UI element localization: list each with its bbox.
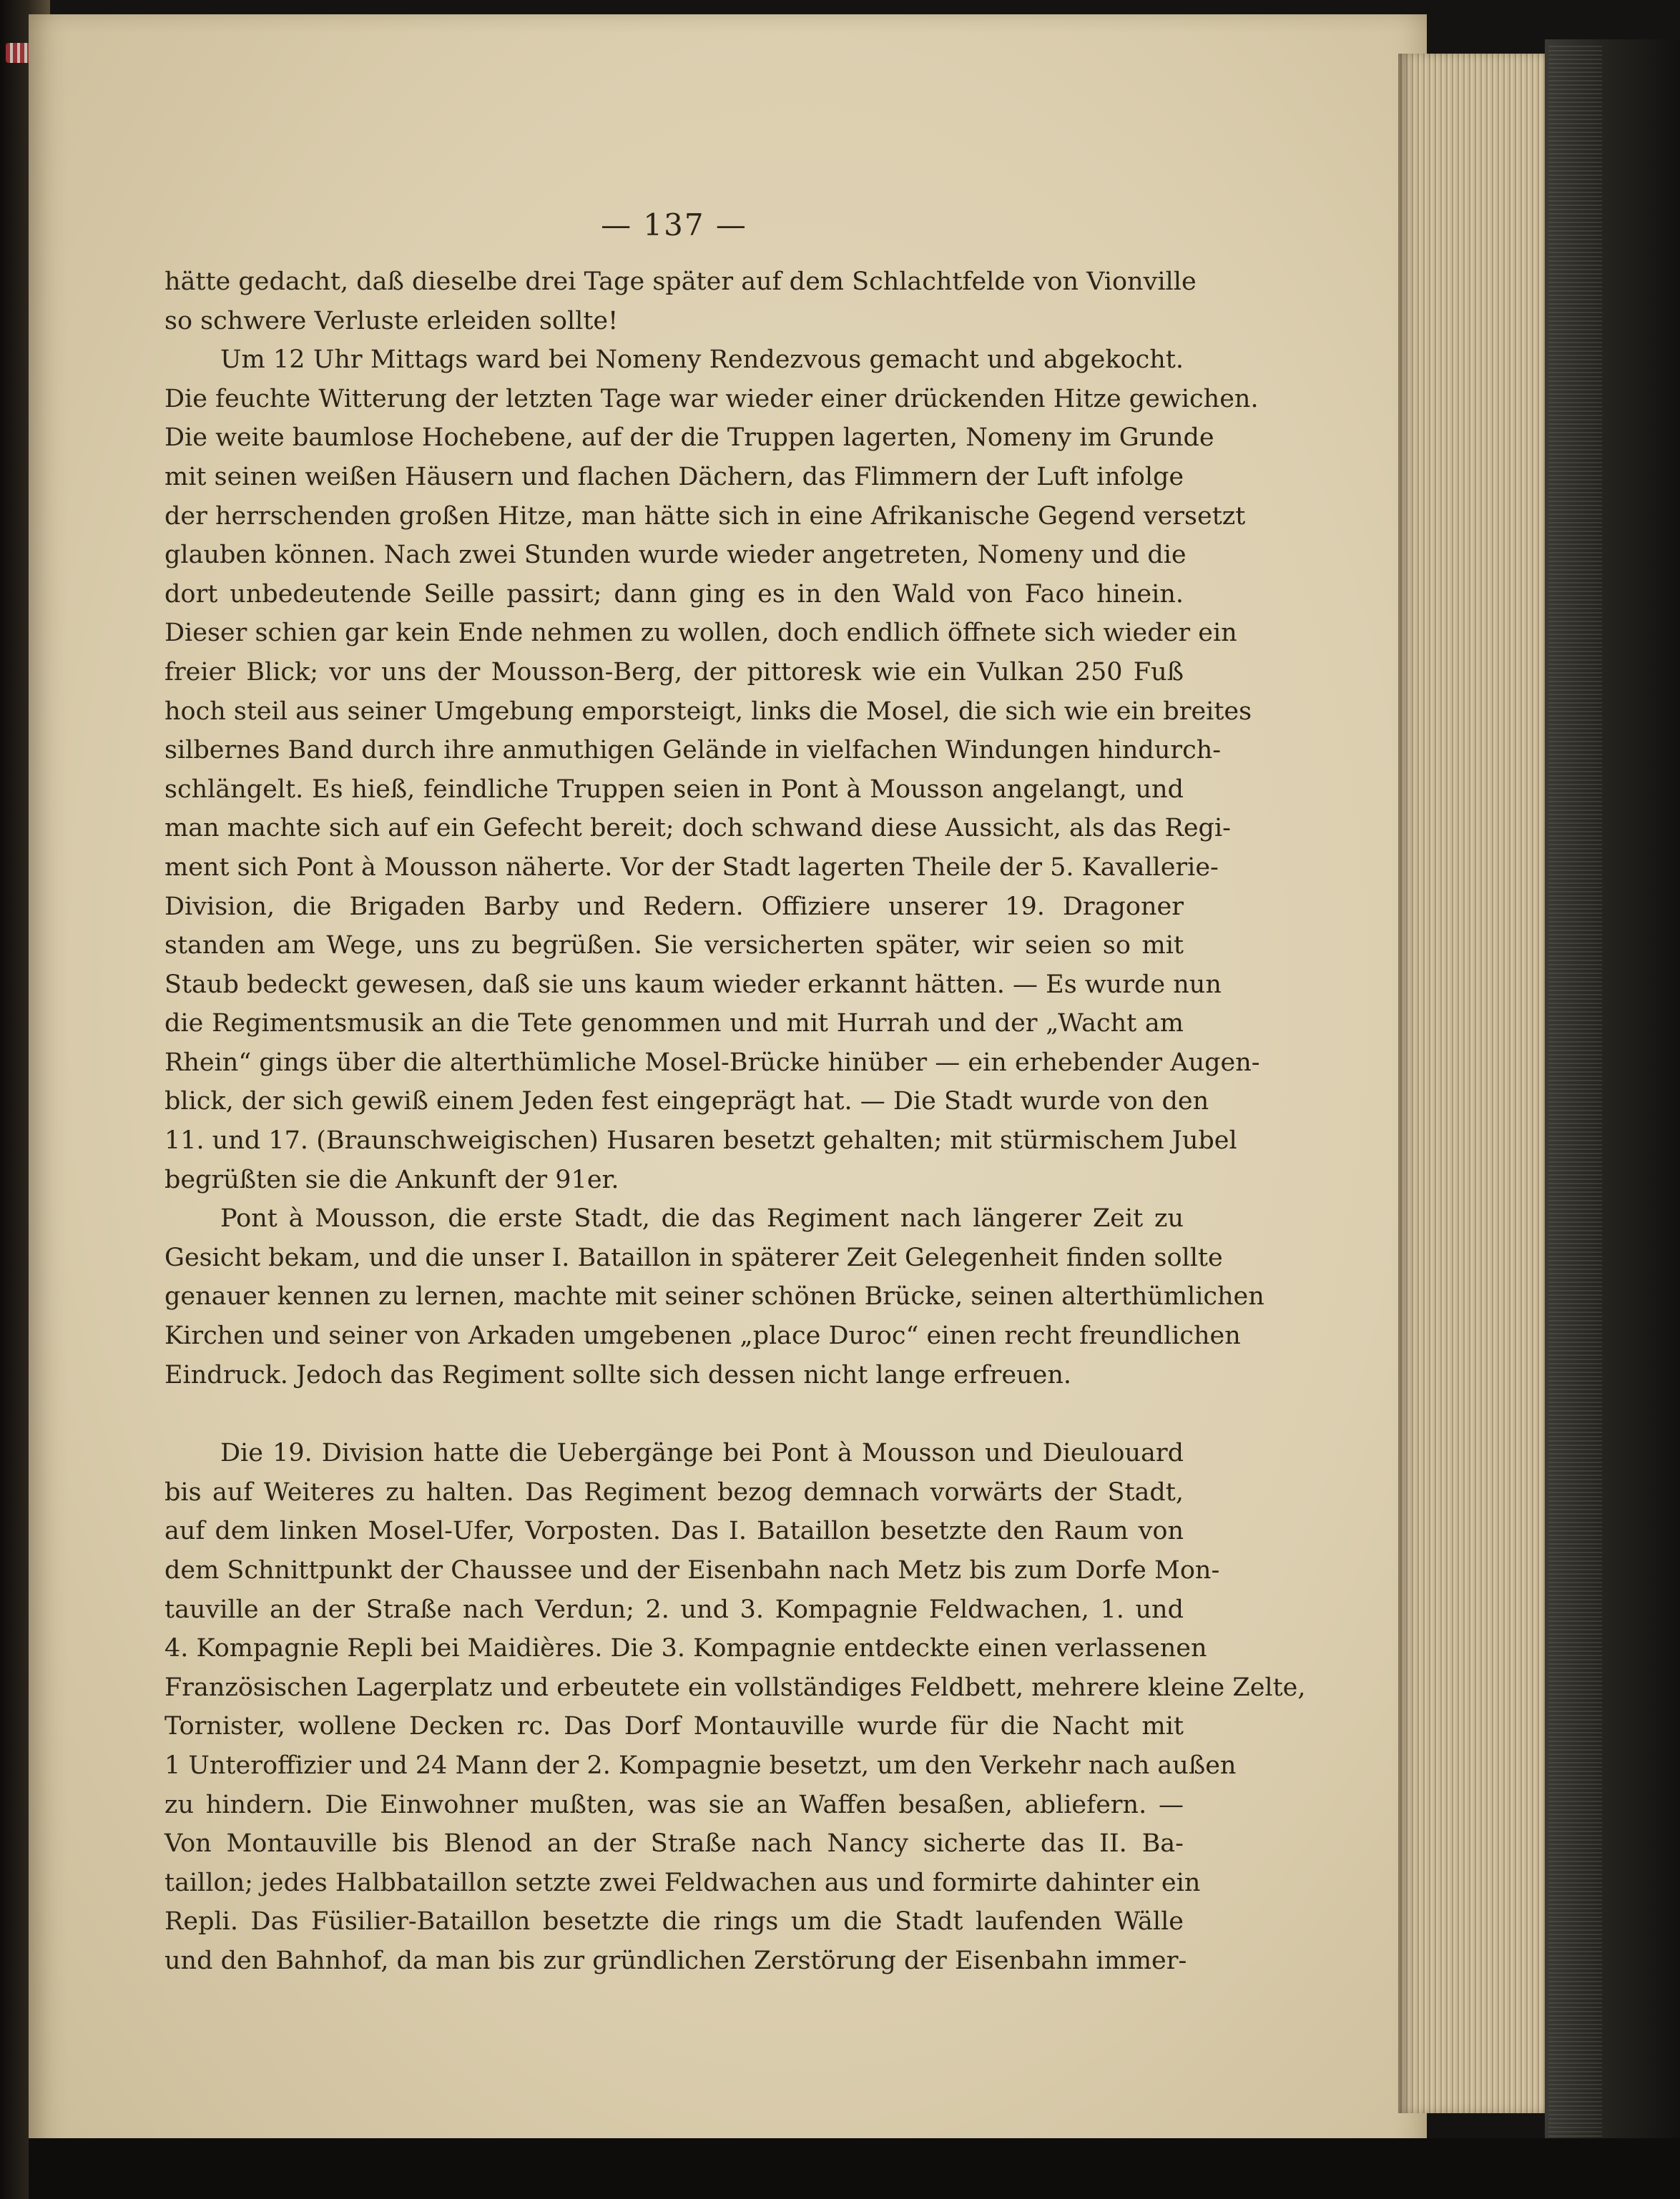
text-line: blick, der sich gewiß einem Jeden fest eingeprägt hat. — Die Stadt wurde von den xyxy=(164,1087,1209,1116)
text-line: auf dem linken Mosel-Ufer, Vorposten. Das I. Bataillon besetzte den Raum von xyxy=(164,1517,1184,1546)
text-line: freier Blick; vor uns der Mousson-Berg, der pittoresk wie ein Vulkan 250 Fuß xyxy=(164,657,1184,687)
text-line: Die 19. Division hatte die Uebergänge bei Pont à Mousson und Dieulouard xyxy=(220,1439,1184,1468)
text-line: und den Bahnhof, da man bis zur gründlichen Zerstörung der Eisenbahn immer- xyxy=(164,1946,1187,1975)
text-line: Um 12 Uhr Mittags ward bei Nomeny Rendezvous gemacht und abgekocht. xyxy=(220,345,1184,375)
text-line: genauer kennen zu lernen, machte mit seiner schönen Brücke, seinen alterthümlichen xyxy=(164,1282,1264,1312)
text-line: dort unbedeutende Seille passirt; dann ging es in den Wald von Faco hinein. xyxy=(164,579,1184,609)
text-line: Die weite baumlose Hochebene, auf der die Truppen lagerten, Nomeny im Grunde xyxy=(164,423,1214,453)
page-text-block xyxy=(164,204,1306,1981)
text-line: Staub bedeckt gewesen, daß sie uns kaum wieder erkannt hätten. — Es wurde nun xyxy=(164,970,1222,999)
text-line: bis auf Weiteres zu halten. Das Regiment bezog demnach vorwärts der Stadt, xyxy=(164,1477,1184,1507)
text-line: Gesicht bekam, und die unser I. Bataillon in späterer Zeit Gelegenheit finden sollte xyxy=(164,1243,1223,1272)
paragraphs xyxy=(164,262,1306,1981)
text-line: dem Schnittpunkt der Chaussee und der Eisenbahn nach Metz bis zum Dorfe Mon- xyxy=(164,1556,1220,1585)
text-line: Kirchen und seiner von Arkaden umgebenen „place Duroc“ einen recht freundlichen xyxy=(164,1322,1241,1351)
page-block-edge xyxy=(1398,54,1552,2113)
text-line: Repli. Das Füsilier-Bataillon besetzte die rings um die Stadt laufenden Wälle xyxy=(164,1907,1184,1937)
text-line: taillon; jedes Halbbataillon setzte zwei Feldwachen aus und formirte dahinter ein xyxy=(164,1868,1201,1897)
text-line: Division, die Brigaden Barby und Redern. Offiziere unserer 19. Dragoner xyxy=(164,892,1184,921)
paragraph xyxy=(164,1199,1264,1394)
text-line: standen am Wege, uns zu begrüßen. Sie versicherten später, wir seien so mit xyxy=(164,931,1184,960)
text-line: Tornister, wollene Decken rc. Das Dorf Montauville wurde für die Nacht mit xyxy=(164,1712,1184,1741)
text-line: mit seinen weißen Häusern und flachen Dächern, das Flimmern der Luft infolge xyxy=(164,462,1184,491)
background-band xyxy=(29,2138,1680,2199)
text-line: hätte gedacht, daß dieselbe drei Tage später auf dem Schlachtfelde von Vionville xyxy=(164,267,1197,296)
text-line: hoch steil aus seiner Umgebung emporsteigt, links die Mosel, die sich wie ein breites xyxy=(164,697,1252,726)
paragraph xyxy=(164,1434,1306,1980)
text-line: silbernes Band durch ihre anmuthigen Gelände in vielfachen Windungen hindurch- xyxy=(164,736,1222,765)
text-line: 1 Unteroffizier und 24 Mann der 2. Kompagnie besetzt, um den Verkehr nach außen xyxy=(164,1751,1237,1780)
text-line: schlängelt. Es hieß, feindliche Truppen seien in Pont à Mousson angelangt, und xyxy=(164,774,1184,804)
text-line: begrüßten sie die Ankunft der 91er. xyxy=(164,1165,619,1194)
text-line: 11. und 17. (Braunschweigischen) Husaren besetzt gehalten; mit stürmischem Jubel xyxy=(164,1126,1237,1156)
text-line: Dieser schien gar kein Ende nehmen zu wollen, doch endlich öffnete sich wieder ein xyxy=(164,619,1237,648)
text-line: 4. Kompagnie Repli bei Maidières. Die 3. Kompagnie entdeckte einen verlassenen xyxy=(164,1634,1207,1663)
text-line: ment sich Pont à Mousson näherte. Vor der Stadt lagerten Theile der 5. Kavallerie- xyxy=(164,852,1219,882)
text-line: der herrschenden großen Hitze, man hätte sich in eine Afrikanische Gegend versetzt xyxy=(164,501,1246,531)
paragraph xyxy=(164,262,1197,340)
text-line: Französischen Lagerplatz und erbeutete ein vollständiges Feldbett, mehrere kleine Zelte, xyxy=(164,1673,1306,1702)
paragraph xyxy=(164,340,1260,1199)
text-line: Die feuchte Witterung der letzten Tage war wieder einer drückenden Hitze gewichen. xyxy=(164,384,1259,413)
text-line: Rhein“ gings über die alterthümliche Mosel-Brücke hinüber — ein erhebender Augen- xyxy=(164,1048,1260,1077)
text-line: man machte sich auf ein Gefecht bereit; doch schwand diese Aussicht, als das Regi- xyxy=(164,814,1231,843)
text-line: Eindruck. Jedoch das Regiment sollte sich dessen nicht lange erfreuen. xyxy=(164,1360,1072,1389)
text-line: Pont à Mousson, die erste Stadt, die das Regiment nach längerer Zeit zu xyxy=(220,1204,1184,1234)
text-line: Von Montauville bis Blenod an der Straße nach Nancy sicherte das II. Ba- xyxy=(164,1829,1184,1859)
text-line: so schwere Verluste erleiden sollte! xyxy=(164,306,619,335)
text-line: die Regimentsmusik an die Tete genommen und mit Hurrah und der „Wacht am xyxy=(164,1009,1184,1038)
paragraph-gap xyxy=(164,1394,1184,1434)
page-number: — 137 — xyxy=(601,207,747,242)
text-line: zu hindern. Die Einwohner mußten, was sie an Waffen besaßen, abliefern. — xyxy=(164,1790,1184,1819)
text-line: tauville an der Straße nach Verdun; 2. und 3. Kompagnie Feldwachen, 1. und xyxy=(164,1595,1184,1624)
cover-texture xyxy=(1548,43,1602,2145)
text-line: glauben können. Nach zwei Stunden wurde wieder angetreten, Nomeny und die xyxy=(164,541,1187,570)
